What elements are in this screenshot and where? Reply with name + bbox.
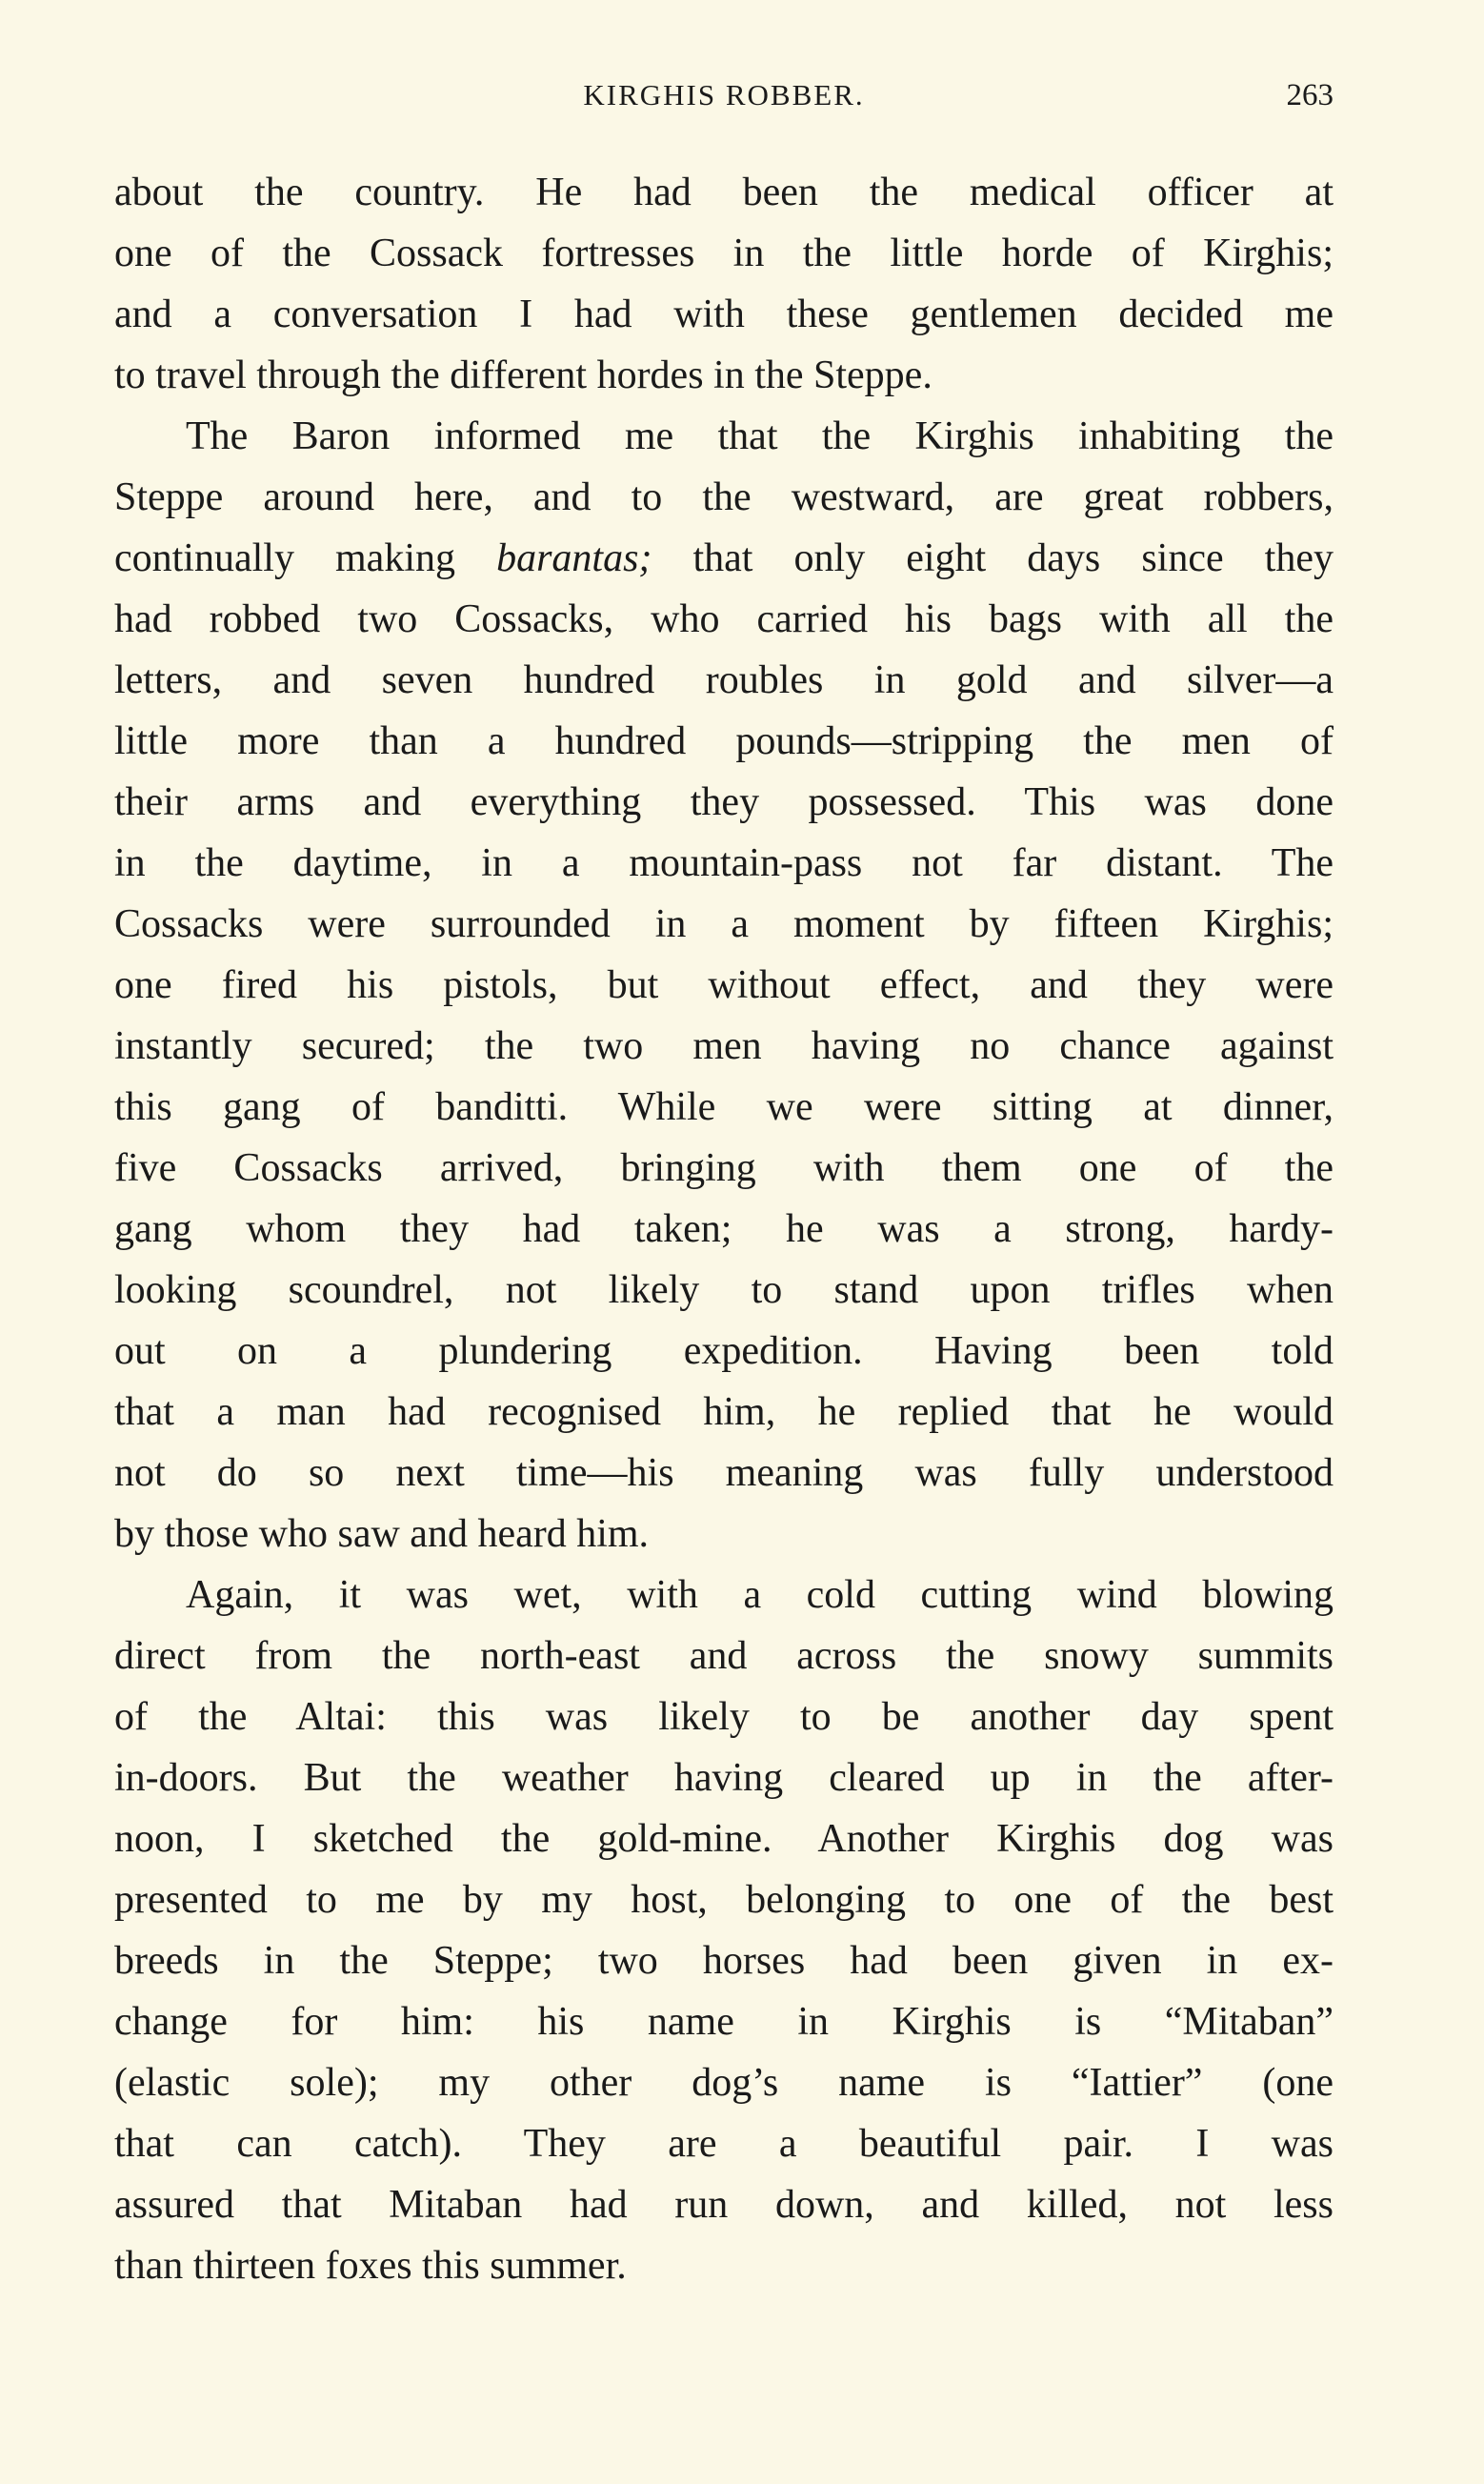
text-line: letters, and seven hundred roubles in gold and silver—a [114,658,1334,702]
text-line: had robbed two Cossacks, who carried his bags with all the [114,597,1334,641]
text-line: one fired his pistols, but without effect, and they were [114,963,1334,1007]
text-line: that a man had recognised him, he replied that he would [114,1390,1334,1434]
text-line: of the Altai: this was likely to be another day spent [114,1695,1334,1739]
text-line: this gang of banditti. While we were sitting at dinner, [114,1085,1334,1129]
text-line: in-doors. But the weather having cleared up in the after- [114,1756,1334,1800]
text-line: looking scoundrel, not likely to stand upon trifles when [114,1268,1334,1312]
text-line: than thirteen foxes this summer. [114,2244,627,2288]
text-segment: continually making [114,536,455,580]
text-line: to travel through the different hordes in the Steppe. [114,353,933,397]
text-line: not do so next time—his meaning was fully understood [114,1451,1334,1495]
text-line: instantly secured; the two men having no chance against [114,1024,1334,1068]
body-text [114,162,1334,2296]
text-line: out on a plundering expedition. Having been told [114,1329,1334,1373]
text-line: The Baron informed me that the Kirghis inhabiting the [186,414,1334,458]
running-title: KIRGHIS ROBBER. [583,78,865,111]
page-number: 263 [1286,78,1334,112]
text-line: Again, it was wet, with a cold cutting wind blowing [186,1573,1334,1617]
text-line: (elastic sole); my other dog’s name is “Iattier” (one [114,2061,1334,2105]
text-line: one of the Cossack fortresses in the little horde of Kirghis; [114,232,1334,275]
text-line: Steppe around here, and to the westward, are great robbers, [114,475,1334,519]
text-segment: that only eight days since they [692,536,1334,580]
text-line: breeds in the Steppe; two horses had been given in ex- [114,1939,1334,1983]
text-line: by those who saw and heard him. [114,1512,650,1556]
text-line: in the daytime, in a mountain-pass not far distant. The [114,841,1334,885]
text-line: presented to me by my host, belonging to one of the best [114,1878,1334,1922]
text-line: and a conversation I had with these gentlemen decided me [114,293,1334,336]
text-line: assured that Mitaban had run down, and killed, not less [114,2183,1334,2227]
text-line-mixed [114,528,1334,589]
text-line: about the country. He had been the medical officer at [114,171,1334,214]
running-head [114,78,1334,126]
italic-term: barantas; [496,536,652,580]
text-line: change for him: his name in Kirghis is “Mitaban” [114,2000,1334,2044]
text-line: Cossacks were surrounded in a moment by fifteen Kirghis; [114,902,1334,946]
text-line: gang whom they had taken; he was a strong, hardy- [114,1207,1334,1251]
text-line: noon, I sketched the gold-mine. Another Kirghis dog was [114,1817,1334,1861]
text-line: their arms and everything they possessed. This was done [114,780,1334,824]
text-line: that can catch). They are a beautiful pair. I was [114,2122,1334,2166]
text-line: direct from the north-east and across the snowy summits [114,1634,1334,1678]
text-line: five Cossacks arrived, bringing with them one of the [114,1146,1334,1190]
text-line: little more than a hundred pounds—stripping the men of [114,719,1334,763]
